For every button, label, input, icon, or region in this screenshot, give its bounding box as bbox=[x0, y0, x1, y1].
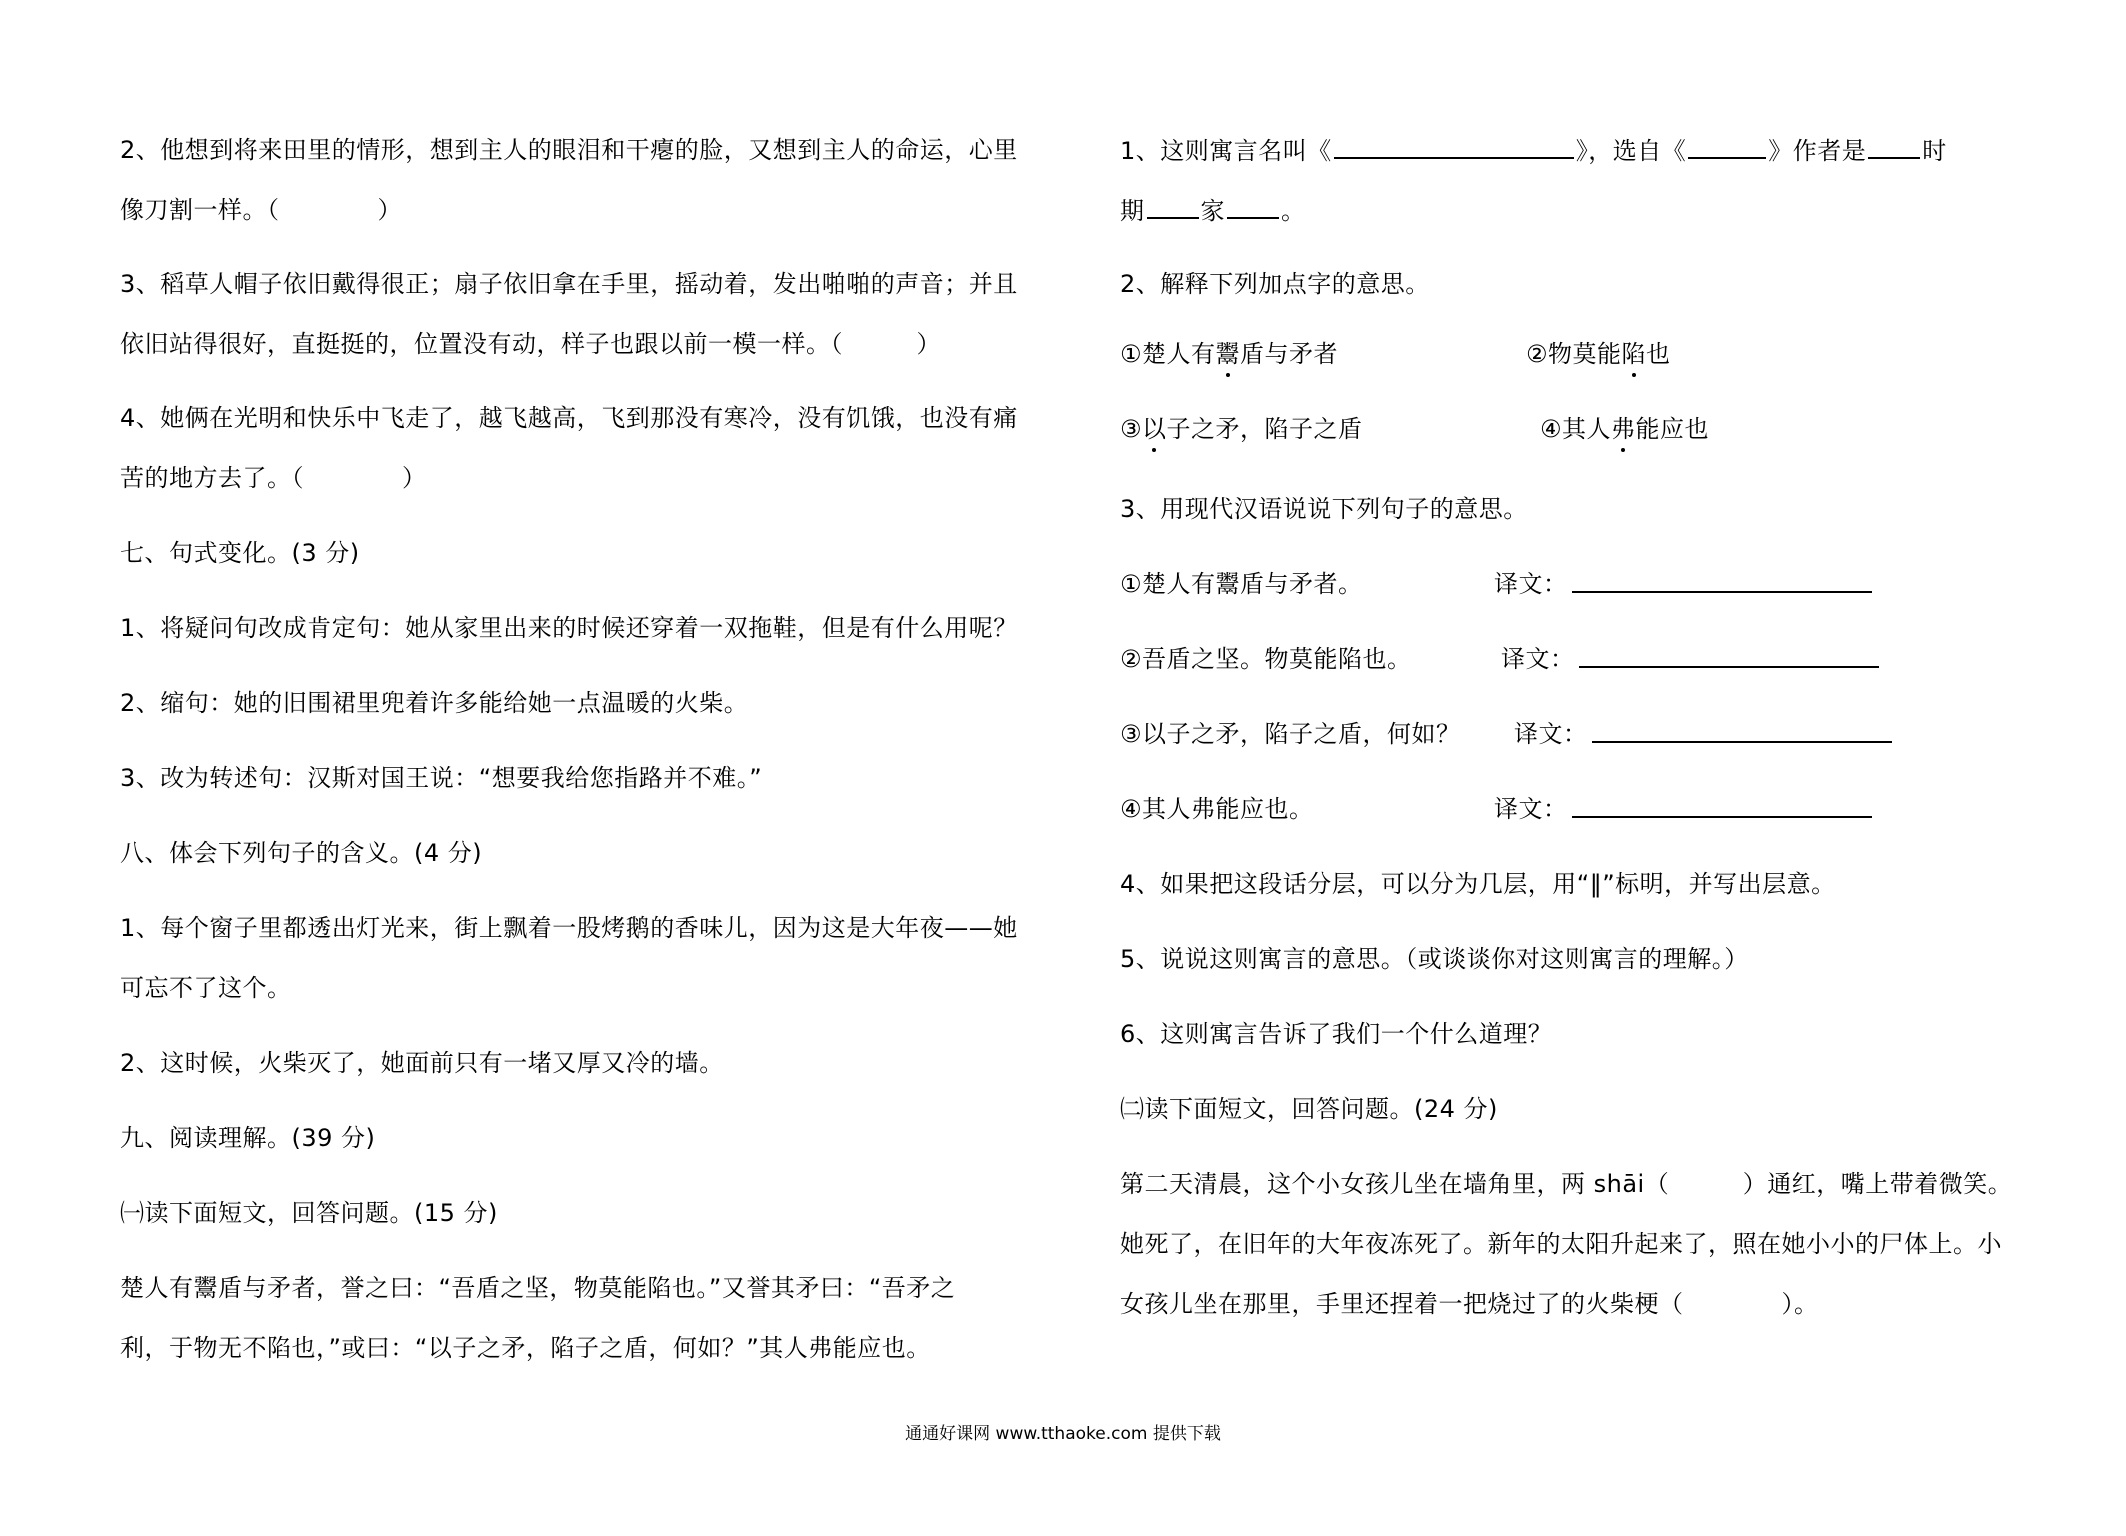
question-line: 1、这则寓言名叫《 》，选自《 》作者是 时 bbox=[1120, 133, 1947, 168]
translation-sentence: ③以子之矛，陷子之盾，何如？ bbox=[1120, 720, 1461, 748]
question-line: 2、他想到将来田里的情形，想到主人的眼泪和干瘪的脸，又想到主人的命运，心里 bbox=[120, 136, 1018, 164]
question-line: 像刀割一样。（ ） bbox=[120, 196, 402, 224]
dotted-character: 以 bbox=[1142, 412, 1167, 446]
question-line: 4、如果把这段话分层，可以分为几层，用“‖”标明，并写出层意。 bbox=[1120, 870, 1836, 898]
author-blank[interactable] bbox=[1868, 133, 1920, 159]
subsection-heading: ㈡读下面短文，回答问题。(24 分) bbox=[1120, 1095, 1498, 1123]
question-line: 依旧站得很好，直挺挺的，位置没有动，样子也跟以前一模一样。（ ） bbox=[120, 330, 941, 358]
translation-label: 译文： bbox=[1494, 570, 1568, 598]
word-item: ④其人弗能应也 bbox=[1540, 412, 1709, 446]
question-line: 3、用现代汉语说说下列句子的意思。 bbox=[1120, 495, 1528, 523]
word-item: ①楚人有鬻盾与矛者 bbox=[1120, 337, 1338, 371]
question-line: 苦的地方去了。（ ） bbox=[120, 464, 427, 492]
translation-blank[interactable] bbox=[1590, 717, 1894, 752]
question-line: 期 家 。 bbox=[1120, 193, 1306, 228]
question-line: 2、缩句：她的旧围裙里兜着许多能给她一点温暖的火柴。 bbox=[120, 689, 749, 717]
subsection-heading: ㈠读下面短文，回答问题。(15 分) bbox=[120, 1199, 498, 1227]
translation-blank[interactable] bbox=[1570, 792, 1874, 827]
section-heading: 七、句式变化。(3 分) bbox=[120, 539, 360, 567]
translation-label: 译文： bbox=[1514, 720, 1588, 748]
translation-label: 译文： bbox=[1501, 645, 1575, 673]
passage-line: 第二天清晨，这个小女孩儿坐在墙角里，两 shāi（ ）通红，嘴上带着微笑。 bbox=[1120, 1170, 2013, 1198]
source-blank[interactable] bbox=[1688, 133, 1766, 159]
passage-line: 楚人有鬻盾与矛者，誉之曰：“吾盾之坚，物莫能陷也。”又誉其矛曰：“吾矛之 bbox=[120, 1274, 956, 1302]
translation-sentence: ①楚人有鬻盾与矛者。 bbox=[1120, 570, 1363, 598]
translation-sentence: ②吾盾之坚。物莫能陷也。 bbox=[1120, 645, 1412, 673]
section-heading: 八、体会下列句子的含义。(4 分) bbox=[120, 839, 483, 867]
school-blank[interactable] bbox=[1227, 193, 1279, 219]
passage-line: 她死了，在旧年的大年夜冻死了。新年的太阳升起来了，照在她小小的尸体上。小 bbox=[1120, 1230, 2002, 1258]
question-line: 2、解释下列加点字的意思。 bbox=[1120, 270, 1430, 298]
question-line: 6、这则寓言告诉了我们一个什么道理？ bbox=[1120, 1020, 1553, 1048]
translation-sentence: ④其人弗能应也。 bbox=[1120, 795, 1314, 823]
word-item: ③以子之矛，陷子之盾 bbox=[1120, 412, 1363, 446]
question-line: 4、她俩在光明和快乐中飞走了，越飞越高，飞到那没有寒冷，没有饥饿，也没有痛 bbox=[120, 404, 1018, 432]
translation-blank[interactable] bbox=[1570, 567, 1874, 602]
word-item: ②物莫能陷也 bbox=[1526, 337, 1671, 371]
question-line: 1、将疑问句改成肯定句：她从家里出来的时候还穿着一双拖鞋，但是有什么用呢？ bbox=[120, 614, 1018, 642]
question-line: 1、每个窗子里都透出灯光来，街上飘着一股烤鹅的香味儿，因为这是大年夜——她 bbox=[120, 914, 1018, 942]
dotted-character: 鬻 bbox=[1216, 337, 1241, 371]
question-line: 3、稻草人帽子依旧戴得很正；扇子依旧拿在手里，摇动着，发出啪啪的声音；并且 bbox=[120, 270, 1018, 298]
translation-blank[interactable] bbox=[1577, 642, 1881, 677]
translation-label: 译文： bbox=[1494, 795, 1568, 823]
section-heading: 九、阅读理解。(39 分) bbox=[120, 1124, 376, 1152]
question-line: 3、改为转述句：汉斯对国王说：“想要我给您指路并不难。” bbox=[120, 764, 763, 792]
question-line: 2、这时候，火柴灭了，她面前只有一堵又厚又冷的墙。 bbox=[120, 1049, 724, 1077]
footer-credit: 通通好课网 www.tthaoke.com 提供下载 bbox=[905, 1424, 1221, 1444]
passage-line: 利，于物无不陷也，”或曰：“以子之矛，陷子之盾，何如？”其人弗能应也。 bbox=[120, 1334, 931, 1362]
fable-name-blank[interactable] bbox=[1334, 133, 1574, 159]
question-line: 可忘不了这个。 bbox=[120, 974, 292, 1002]
question-line: 5、说说这则寓言的意思。（或谈谈你对这则寓言的理解。） bbox=[1120, 945, 1749, 973]
dotted-character: 弗 bbox=[1611, 412, 1636, 446]
passage-line: 女孩儿坐在那里，手里还捏着一把烧过了的火柴梗（ ）。 bbox=[1120, 1290, 1819, 1318]
dotted-character: 陷 bbox=[1622, 337, 1647, 371]
period-blank[interactable] bbox=[1147, 193, 1199, 219]
